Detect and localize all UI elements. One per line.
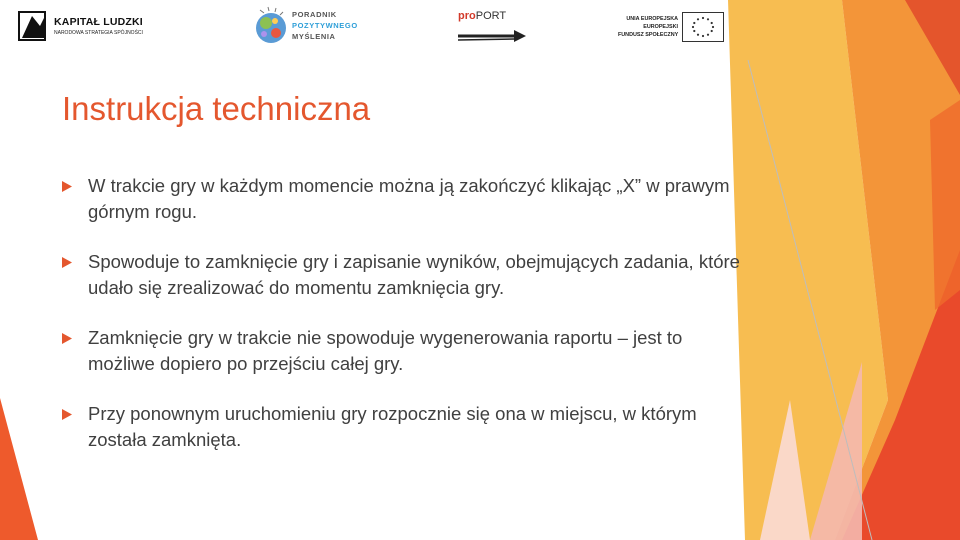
deco-right-edge-strip xyxy=(930,100,960,310)
bullet-text: Zamknięcie gry w trakcie nie spowoduje wygenerowania raportu – jest to możliwe dopiero po przejściu całej gry. xyxy=(88,327,683,374)
eu-flag-icon xyxy=(682,12,724,42)
bullet-item xyxy=(62,173,742,225)
bullet-text: W trakcie gry w każdym momencie można ją zakończyć klikając „X” w prawym górnym rogu. xyxy=(88,175,730,222)
triangle-bullet-icon xyxy=(62,181,72,192)
poradnik-logo xyxy=(254,6,374,46)
proport-port-text: PORT xyxy=(475,10,507,22)
proport-logo xyxy=(456,6,532,46)
triangle-bullet-icon xyxy=(62,257,72,268)
triangle-bullet-icon xyxy=(62,333,72,344)
poradnik-line2: POZYTYWNEGO xyxy=(292,21,358,30)
kapital-ludzki-title: KAPITAŁ LUDZKI xyxy=(54,16,143,28)
bullet-item xyxy=(62,401,742,453)
globe-icon xyxy=(254,6,288,46)
kapital-ludzki-emblem-icon xyxy=(18,8,48,44)
poradnik-line3: MYŚLENIA xyxy=(292,32,336,41)
slide-title: Instrukcja techniczna xyxy=(62,90,371,127)
bullet-item xyxy=(62,249,742,301)
bullet-item xyxy=(62,325,742,377)
proport-pro-text: pro xyxy=(458,10,476,22)
eu-line2: EUROPEJSKI xyxy=(643,24,678,30)
bullet-text: Spowoduje to zamknięcie gry i zapisanie wyników, obejmujących zadania, które udało się zrealizować do momentu zamknięcia gry. xyxy=(88,251,740,298)
kapital-ludzki-logo xyxy=(18,6,158,46)
triangle-bullet-icon xyxy=(62,409,72,420)
bullet-list xyxy=(62,173,742,477)
bullet-text: Przy ponownym uruchomieniu gry rozpocznie się ona w miejscu, w którym została zamknięta. xyxy=(88,403,697,450)
arrow-icon xyxy=(456,26,528,46)
eu-line1: UNIA EUROPEJSKA xyxy=(626,16,678,22)
eu-line3: FUNDUSZ SPOŁECZNY xyxy=(618,32,679,38)
deco-bottom-left-wedge xyxy=(0,398,38,540)
eu-logo xyxy=(618,6,728,46)
poradnik-line1: PORADNIK xyxy=(292,10,337,19)
kapital-ludzki-subtitle: NARODOWA STRATEGIA SPÓJNOŚCI xyxy=(54,30,143,36)
